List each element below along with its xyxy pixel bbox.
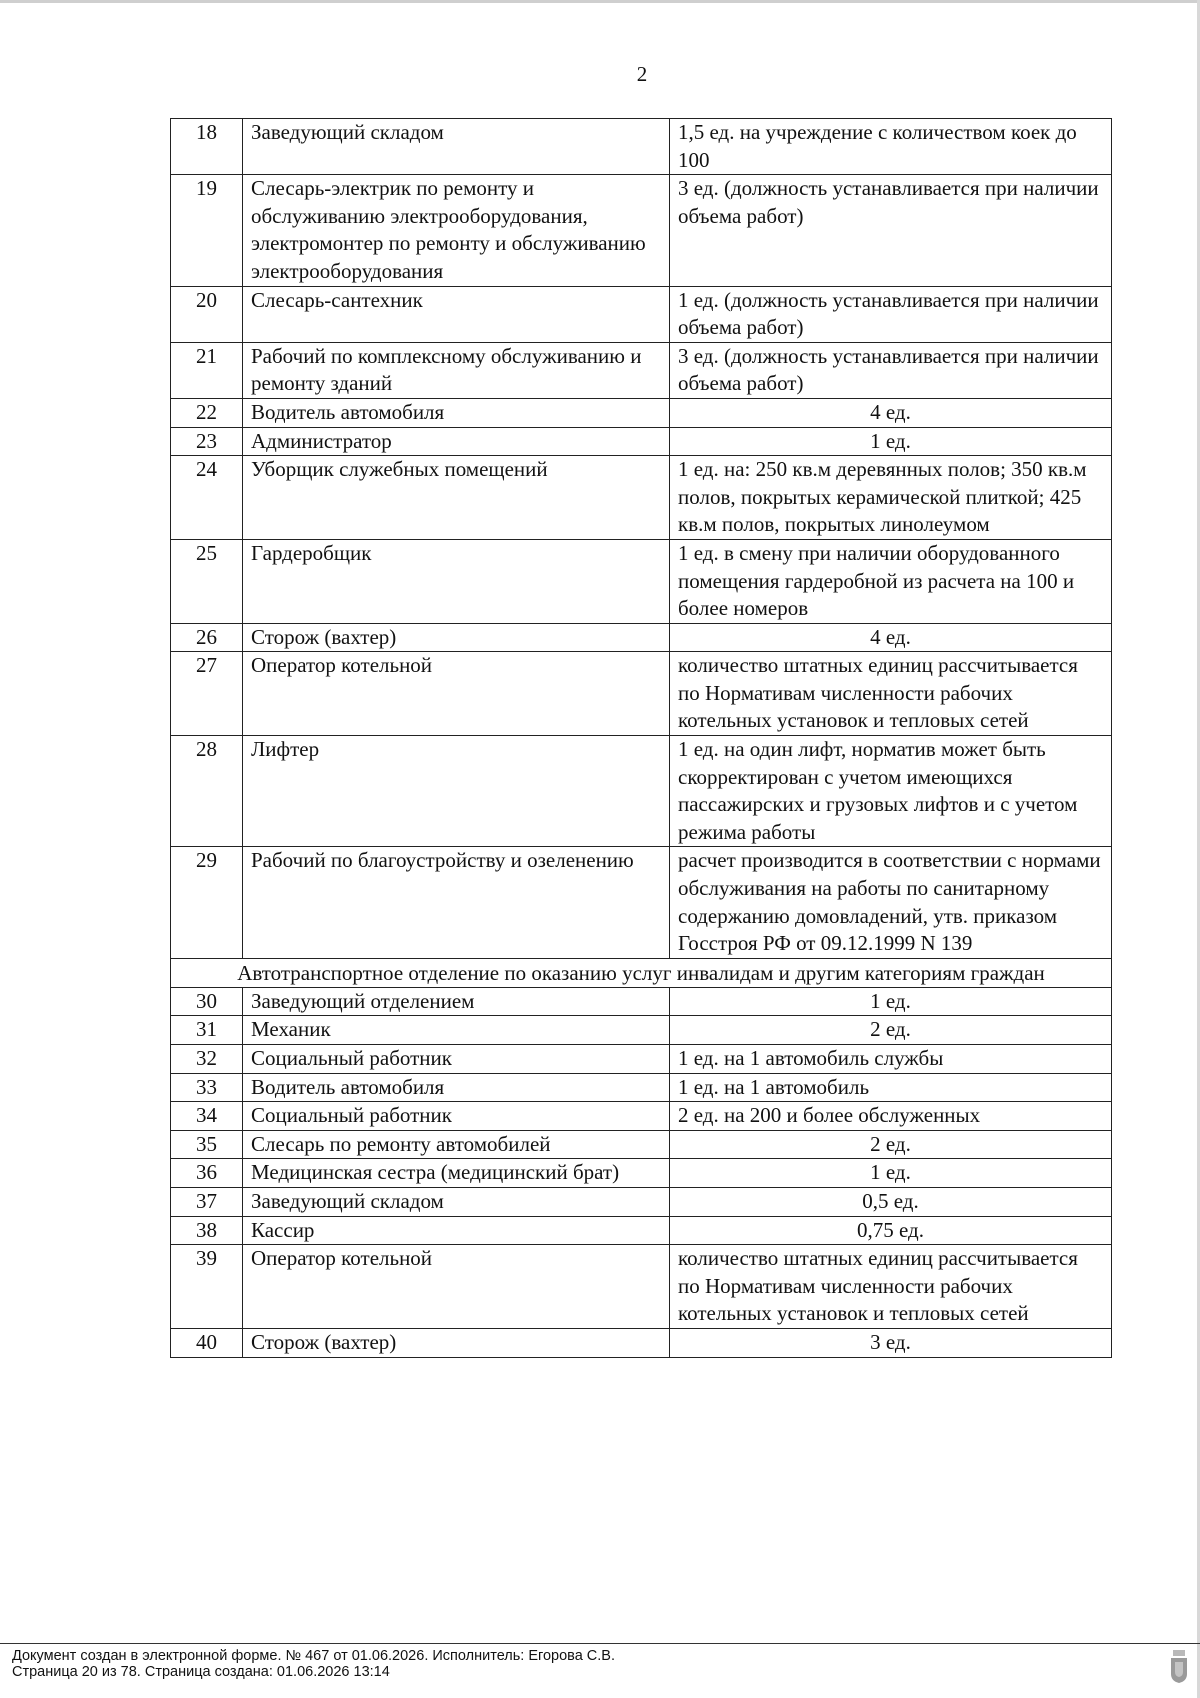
position-cell: Социальный работник: [243, 1045, 670, 1074]
norm-cell: 0,75 ед.: [670, 1216, 1112, 1245]
footer-line-2: Страница 20 из 78. Страница создана: 01.06.2026 13:14: [12, 1664, 390, 1680]
position-cell: Социальный работник: [243, 1102, 670, 1131]
position-cell: Рабочий по комплексному обслуживанию и ремонту зданий: [243, 342, 670, 398]
staffing-table: [170, 118, 1112, 1358]
staffing-table-body: [171, 119, 1112, 1358]
table-row: [171, 847, 1112, 958]
row-number: 24: [171, 456, 243, 540]
row-number: 32: [171, 1045, 243, 1074]
norm-cell: 2 ед. на 200 и более обслуженных: [670, 1102, 1112, 1131]
table-row: [171, 736, 1112, 847]
row-number: 34: [171, 1102, 243, 1131]
footer-divider: [0, 1643, 1200, 1644]
table-row: [171, 987, 1112, 1016]
table-row: [171, 456, 1112, 540]
row-number: 25: [171, 539, 243, 623]
norm-cell: 1 ед.: [670, 987, 1112, 1016]
table-row: [171, 1130, 1112, 1159]
position-cell: Уборщик служебных помещений: [243, 456, 670, 540]
table-row: [171, 652, 1112, 736]
position-cell: Медицинская сестра (медицинский брат): [243, 1159, 670, 1188]
row-number: 35: [171, 1130, 243, 1159]
table-row: [171, 1187, 1112, 1216]
coat-of-arms-icon: [1168, 1650, 1190, 1684]
norm-cell: 4 ед.: [670, 623, 1112, 652]
row-number: 26: [171, 623, 243, 652]
position-cell: Заведующий складом: [243, 1187, 670, 1216]
row-number: 36: [171, 1159, 243, 1188]
row-number: 28: [171, 736, 243, 847]
table-row: [171, 1016, 1112, 1045]
row-number: 30: [171, 987, 243, 1016]
row-number: 22: [171, 398, 243, 427]
position-cell: Оператор котельной: [243, 1245, 670, 1329]
position-cell: Водитель автомобиля: [243, 398, 670, 427]
document-footer: [12, 1648, 615, 1680]
norm-cell: 2 ед.: [670, 1016, 1112, 1045]
position-cell: Лифтер: [243, 736, 670, 847]
position-cell: Администратор: [243, 427, 670, 456]
norm-cell: 0,5 ед.: [670, 1187, 1112, 1216]
position-cell: Механик: [243, 1016, 670, 1045]
table-row: [171, 623, 1112, 652]
row-number: 23: [171, 427, 243, 456]
norm-cell: 1 ед. на один лифт, норматив может быть скорректирован с учетом имеющихся пассажирских и грузовых лифтов и с учетом режима работы: [670, 736, 1112, 847]
norm-cell: 4 ед.: [670, 398, 1112, 427]
position-cell: Слесарь по ремонту автомобилей: [243, 1130, 670, 1159]
norm-cell: 2 ед.: [670, 1130, 1112, 1159]
position-cell: Сторож (вахтер): [243, 623, 670, 652]
norm-cell: 1 ед. в смену при наличии оборудованного помещения гардеробной из расчета на 100 и более номеров: [670, 539, 1112, 623]
row-number: 39: [171, 1245, 243, 1329]
row-number: 33: [171, 1073, 243, 1102]
norm-cell: 1 ед.: [670, 427, 1112, 456]
table-row: [171, 1216, 1112, 1245]
position-cell: Слесарь-сантехник: [243, 286, 670, 342]
position-cell: Рабочий по благоустройству и озеленению: [243, 847, 670, 958]
section-header-row: [171, 958, 1112, 987]
table-row: [171, 342, 1112, 398]
table-row: [171, 1328, 1112, 1357]
position-cell: Кассир: [243, 1216, 670, 1245]
row-number: 40: [171, 1328, 243, 1357]
footer-line-1: Документ создан в электронной форме. № 467 от 01.06.2026. Исполнитель: Егорова С.В.: [12, 1648, 616, 1664]
table-row: [171, 1245, 1112, 1329]
norm-cell: 3 ед.: [670, 1328, 1112, 1357]
row-number: 19: [171, 175, 243, 286]
page-number: 2: [636, 62, 648, 86]
norm-cell: 1 ед. (должность устанавливается при наличии объема работ): [670, 286, 1112, 342]
norm-cell: 1 ед. на 1 автомобиль: [670, 1073, 1112, 1102]
row-number: 18: [171, 119, 243, 175]
table-row: [171, 1102, 1112, 1131]
norm-cell: 1 ед. на 1 автомобиль службы: [670, 1045, 1112, 1074]
position-cell: Сторож (вахтер): [243, 1328, 670, 1357]
section-title: Автотранспортное отделение по оказанию услуг инвалидам и другим категориям граждан: [171, 958, 1112, 987]
row-number: 29: [171, 847, 243, 958]
norm-cell: расчет производится в соответствии с нормами обслуживания на работы по санитарному содержанию домовладений, утв. приказом Госстроя РФ от 09.12.1999 N 139: [670, 847, 1112, 958]
norm-cell: 1 ед.: [670, 1159, 1112, 1188]
position-cell: Водитель автомобиля: [243, 1073, 670, 1102]
row-number: 38: [171, 1216, 243, 1245]
position-cell: Слесарь-электрик по ремонту и обслуживанию электрооборудования, электромонтер по ремонту и обслуживанию электрооборудования: [243, 175, 670, 286]
norm-cell: 1 ед. на: 250 кв.м деревянных полов; 350 кв.м полов, покрытых керамической плиткой; 425 кв.м полов, покрытых линолеумом: [670, 456, 1112, 540]
table-row: [171, 175, 1112, 286]
table-row: [171, 119, 1112, 175]
table-row: [171, 1073, 1112, 1102]
table-row: [171, 539, 1112, 623]
position-cell: Заведующий отделением: [243, 987, 670, 1016]
table-row: [171, 398, 1112, 427]
row-number: 21: [171, 342, 243, 398]
row-number: 20: [171, 286, 243, 342]
norm-cell: количество штатных единиц рассчитывается по Нормативам численности рабочих котельных установок и тепловых сетей: [670, 1245, 1112, 1329]
norm-cell: количество штатных единиц рассчитывается по Нормативам численности рабочих котельных установок и тепловых сетей: [670, 652, 1112, 736]
table-row: [171, 286, 1112, 342]
position-cell: Гардеробщик: [243, 539, 670, 623]
row-number: 37: [171, 1187, 243, 1216]
row-number: 27: [171, 652, 243, 736]
norm-cell: 3 ед. (должность устанавливается при наличии объема работ): [670, 342, 1112, 398]
table-row: [171, 427, 1112, 456]
row-number: 31: [171, 1016, 243, 1045]
table-row: [171, 1159, 1112, 1188]
position-cell: Оператор котельной: [243, 652, 670, 736]
norm-cell: 3 ед. (должность устанавливается при наличии объема работ): [670, 175, 1112, 286]
position-cell: Заведующий складом: [243, 119, 670, 175]
table-row: [171, 1045, 1112, 1074]
norm-cell: 1,5 ед. на учреждение с количеством коек до 100: [670, 119, 1112, 175]
page-top-edge: [0, 0, 1200, 3]
